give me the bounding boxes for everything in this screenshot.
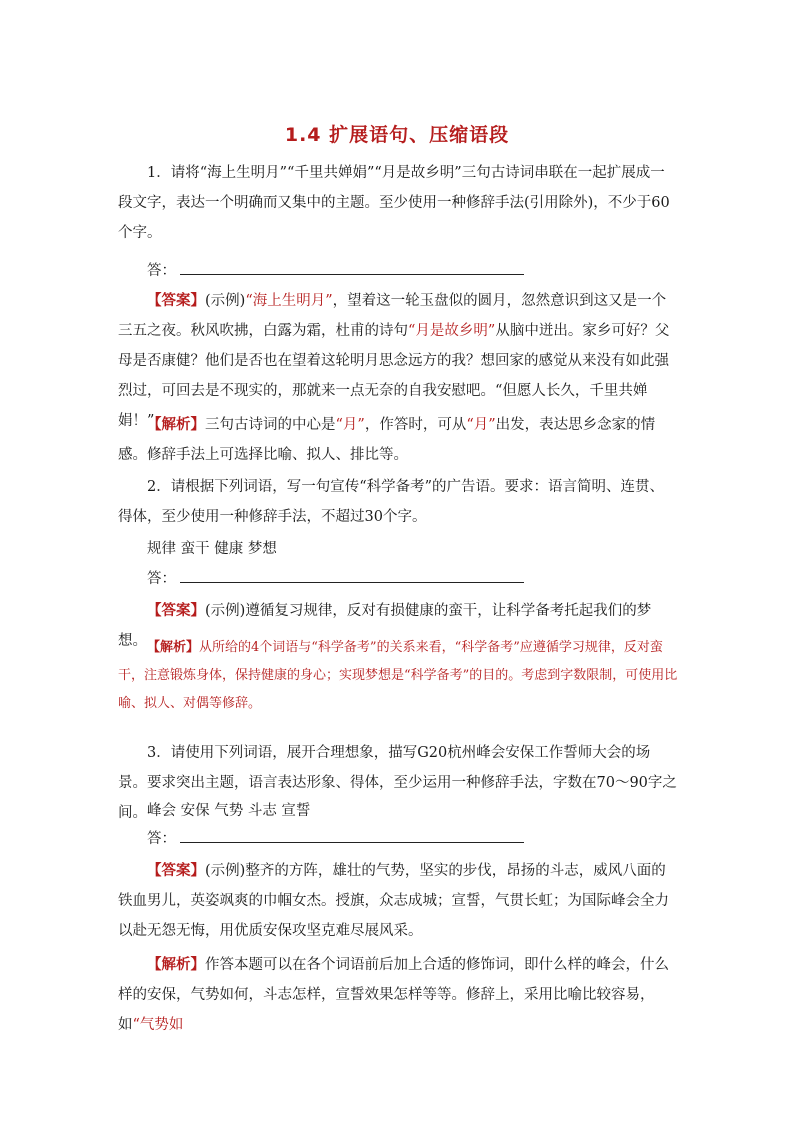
quote-text: “月”: [335, 417, 365, 433]
quote-text: “月是故乡明”: [408, 323, 496, 339]
answer-text: (示例): [205, 293, 246, 309]
analysis-text: 出发，表达思乡念家的情感。修辞手法上可选择比喻、拟人、排比等。: [118, 417, 656, 463]
answer-line-1: [118, 256, 678, 286]
answer-label: 答：: [147, 263, 176, 279]
analysis-text: 作答本题可以在各个词语前后加上合适的修饰词，即什么样的峰会，什么样的安保，气势如何，斗志怎样，宣誓效果怎样等等。修辞上，采用比喻比较容易，如: [118, 957, 669, 1033]
answer-text: 从脑中迸出。家乡可好？父母是否康健？他们是否也在望着这轮明月思念远方的我？想回家的感觉从来没有如此强烈过，可回去是不现实的，那就来一点无奈的自我安慰吧。“但愿人长久，千里共婵娟！”: [118, 323, 670, 429]
word-list-2: 规律 蛮干 健康 梦想: [147, 541, 277, 557]
analysis-1: [118, 410, 678, 470]
answer-text: (示例)遵循复习规律，反对有损健康的蛮干，让科学备考托起我们的梦想。: [118, 603, 652, 649]
answer-tag: 【答案】: [147, 292, 205, 309]
answer-label: 答：: [147, 571, 176, 587]
answer-blank[interactable]: [180, 824, 524, 843]
analysis-3: [118, 950, 678, 1040]
answer-text: (示例)整齐的方阵，雄壮的气势，坚实的步伐，昂扬的斗志，威风八面的铁血男儿，英姿飒爽的巾帼女杰。授旗，众志成城；宣誓，气贯长虹；为国际峰会全力以赴无怨无悔，用优质安保攻坚克难尽展风采。: [118, 863, 669, 939]
analysis-text: ，作答时，可从: [364, 417, 467, 433]
answer-tag: 【答案】: [147, 862, 205, 879]
question-2: 2．请根据下列词语，写一句宣传“科学备考”的广告语。要求：语言简明、连贯、得体，至少使用一种修辞手法，不超过30个字。: [118, 479, 665, 525]
quote-text: “月”: [466, 417, 496, 433]
question-1: 1．请将“海上生明月”“千里共婵娟”“月是故乡明”三句古诗词串联在一起扩展成一段文字，表达一个明确而又集中的主题。至少使用一种修辞手法(引用除外)，不少于60个字。: [118, 165, 670, 241]
word-list-3: 峰会 安保 气势 斗志 宣誓: [147, 803, 311, 819]
analysis-tag: 【解析】: [147, 956, 205, 973]
quote-text: “气势如: [132, 1017, 184, 1033]
analysis-tag: 【解析】: [147, 640, 200, 655]
answer-3: [118, 856, 678, 946]
analysis-text: 三句古诗词的中心是: [205, 417, 336, 433]
quote-text: “海上生明月”: [245, 293, 333, 309]
answer-line-2: [118, 564, 678, 594]
answer-tag: 【答案】: [147, 602, 205, 619]
analysis-text: 从所给的4个词语与“科学备考”的关系来看，“科学备考”应遵循学习规律，反对蛮干，注意锻炼身体，保持健康的身心；实现梦想是“科学备考”的目的。考虑到字数限制，可使用比喻、拟人、对偶等修辞。: [118, 640, 678, 711]
answer-blank[interactable]: [180, 256, 524, 275]
question-3: 3．请使用下列词语，展开合理想象，描写G20杭州峰会安保工作誓师大会的场景。要求突出主题，语言表达形象、得体，至少运用一种修辞手法，字数在70～90字之间。: [118, 745, 677, 821]
answer-line-3: [118, 824, 678, 854]
analysis-2: [118, 634, 678, 718]
answer-blank[interactable]: [180, 564, 524, 583]
page-title: 1.4 扩展语句、压缩语段: [284, 124, 510, 146]
analysis-tag: 【解析】: [147, 416, 205, 433]
answer-label: 答：: [147, 831, 176, 847]
answer-text: ，望着这一轮玉盘似的圆月，忽然意识到这又是一个三五之夜。秋风吹拂，白露为霜，杜甫的诗句: [118, 293, 667, 339]
